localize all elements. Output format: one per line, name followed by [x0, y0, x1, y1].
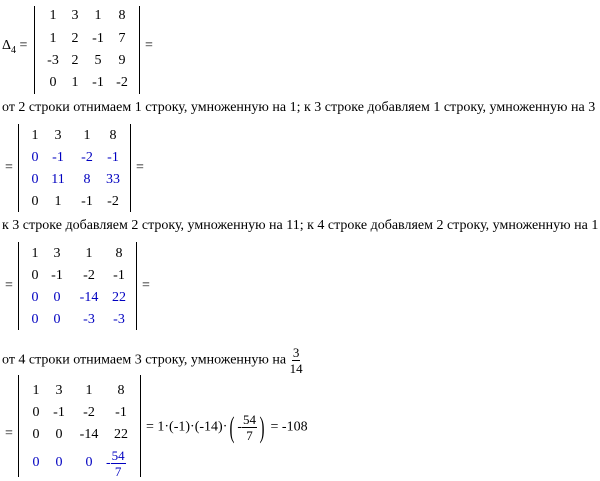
- m1-cell-r2-c3: -1: [92, 31, 104, 46]
- m1-cell-r2-c1: 1: [49, 31, 57, 46]
- matrix-1-right-bar: [139, 6, 140, 94]
- m4-cell-r3-c4: 22: [114, 427, 128, 442]
- m2-cell-r1-c2: 3: [54, 128, 62, 143]
- m1-cell-r3-c3: 5: [94, 53, 102, 68]
- m1-cell-r1-c1: 1: [49, 8, 57, 23]
- matrix-1-left-bar: [34, 6, 35, 94]
- m2-cell-r2-c4: -1: [107, 150, 119, 165]
- m1-cell-r3-c4: 9: [118, 53, 126, 68]
- m1-cell-r4-c1: 0: [49, 75, 57, 90]
- m4-cell-r4-c1: 0: [32, 455, 40, 470]
- m4-cell-r2-c3: -2: [83, 405, 95, 420]
- m1-cell-r4-c3: -1: [92, 75, 104, 90]
- m2-cell-r4-c1: 0: [31, 194, 39, 209]
- m1-cell-r4-c2: 1: [71, 75, 79, 90]
- m1-cell-r3-c2: 2: [71, 53, 79, 68]
- m4-cell-r2-c2: -1: [53, 405, 65, 420]
- m3-cell-r3-c4: 22: [112, 290, 126, 305]
- result-expression: = 1·(-1)·(-14)·( - $\frac{54}{7}$ ) = -108: [146, 410, 308, 444]
- m2-cell-r4-c4: -2: [107, 194, 119, 209]
- m4-cell-r4-c3: 0: [85, 455, 93, 470]
- m1-cell-r1-c3: 1: [94, 8, 102, 23]
- m3-cell-r4-c2: 0: [53, 312, 61, 327]
- step-2-text: к 3 строке добавляем 2 строку, умноженную на 11; к 4 строке добавляем 2 строку, умноженную на 1: [2, 218, 599, 233]
- m1-cell-r2-c4: 7: [118, 31, 126, 46]
- m2-cell-r1-c3: 1: [83, 128, 91, 143]
- m2-cell-r3-c4: 33: [106, 172, 120, 187]
- m2-cell-r1-c4: 8: [109, 128, 117, 143]
- m1-cell-r3-c1: -3: [47, 53, 59, 68]
- m4-cell-r3-c3: -14: [79, 427, 99, 442]
- m2-cell-r3-c1: 0: [31, 172, 39, 187]
- m2-cell-r3-c3: 8: [83, 172, 91, 187]
- m4-cell-r3-c1: 0: [32, 427, 40, 442]
- matrix-2-leading-equals: =: [5, 160, 13, 175]
- matrix-2-equals: =: [136, 160, 144, 175]
- m4-cell-r3-c2: 0: [55, 427, 63, 442]
- m2-cell-r3-c2: 11: [51, 172, 65, 187]
- matrix-2-right-bar: [130, 124, 131, 212]
- m3-cell-r3-c3: -14: [79, 290, 99, 305]
- m3-cell-r1-c3: 1: [85, 246, 93, 261]
- m3-cell-r3-c1: 0: [31, 290, 39, 305]
- m3-cell-r2-c3: -2: [83, 268, 95, 283]
- m1-cell-r2-c2: 2: [71, 31, 79, 46]
- matrix-3-leading-equals: =: [5, 278, 13, 293]
- m4-cell-r2-c4: -1: [115, 405, 127, 420]
- m3-cell-r1-c4: 8: [115, 246, 123, 261]
- matrix-4-last-cell: - $\frac{54}{7}$: [106, 448, 125, 479]
- m1-cell-r4-c4: -2: [116, 75, 128, 90]
- m2-cell-r2-c1: 0: [31, 150, 39, 165]
- m4-cell-r4-c2: 0: [55, 455, 63, 470]
- m2-cell-r2-c2: -1: [52, 150, 64, 165]
- matrix-1-equals: =: [145, 38, 153, 53]
- step-3-text: от 4 строки отнимаем 3 строку, умноженную на $\frac{3}{14}$: [2, 345, 303, 376]
- m4-cell-r2-c1: 0: [32, 405, 40, 420]
- m4-cell-r1-c1: 1: [32, 383, 40, 398]
- m3-cell-r4-c3: -3: [83, 312, 95, 327]
- m2-cell-r4-c2: 1: [54, 194, 62, 209]
- m3-cell-r3-c2: 0: [53, 290, 61, 305]
- m3-cell-r2-c1: 0: [31, 268, 39, 283]
- m2-cell-r4-c3: -1: [81, 194, 93, 209]
- m4-cell-r1-c4: 8: [117, 383, 125, 398]
- m3-cell-r2-c2: -1: [51, 268, 63, 283]
- m3-cell-r1-c1: 1: [31, 246, 39, 261]
- step-1-text: от 2 строки отнимаем 1 строку, умноженную на 1; к 3 строке добавляем 1 строку, умноженную на 3: [2, 100, 596, 115]
- step-3-fraction: $\frac{3}{14}$: [289, 345, 303, 376]
- m1-cell-r1-c2: 3: [71, 8, 79, 23]
- m2-cell-r2-c3: -2: [81, 150, 93, 165]
- m4-cell-r1-c2: 3: [55, 383, 63, 398]
- m3-cell-r2-c4: -1: [113, 268, 125, 283]
- m3-cell-r4-c1: 0: [31, 312, 39, 327]
- result-fraction: $\frac{54}{7}$: [243, 412, 257, 443]
- m3-cell-r4-c4: -3: [113, 312, 125, 327]
- m1-cell-r1-c4: 8: [118, 8, 126, 23]
- det-label: $\Delta_4$ =: [2, 38, 28, 56]
- m4-cell-r1-c3: 1: [85, 383, 93, 398]
- m3-cell-r1-c2: 3: [53, 246, 61, 261]
- m2-cell-r1-c1: 1: [31, 128, 39, 143]
- matrix-3-equals: =: [142, 278, 150, 293]
- matrix-3-right-bar: [136, 242, 137, 330]
- matrix-4-right-bar: [140, 375, 141, 477]
- matrix-4-leading-equals: =: [5, 426, 13, 441]
